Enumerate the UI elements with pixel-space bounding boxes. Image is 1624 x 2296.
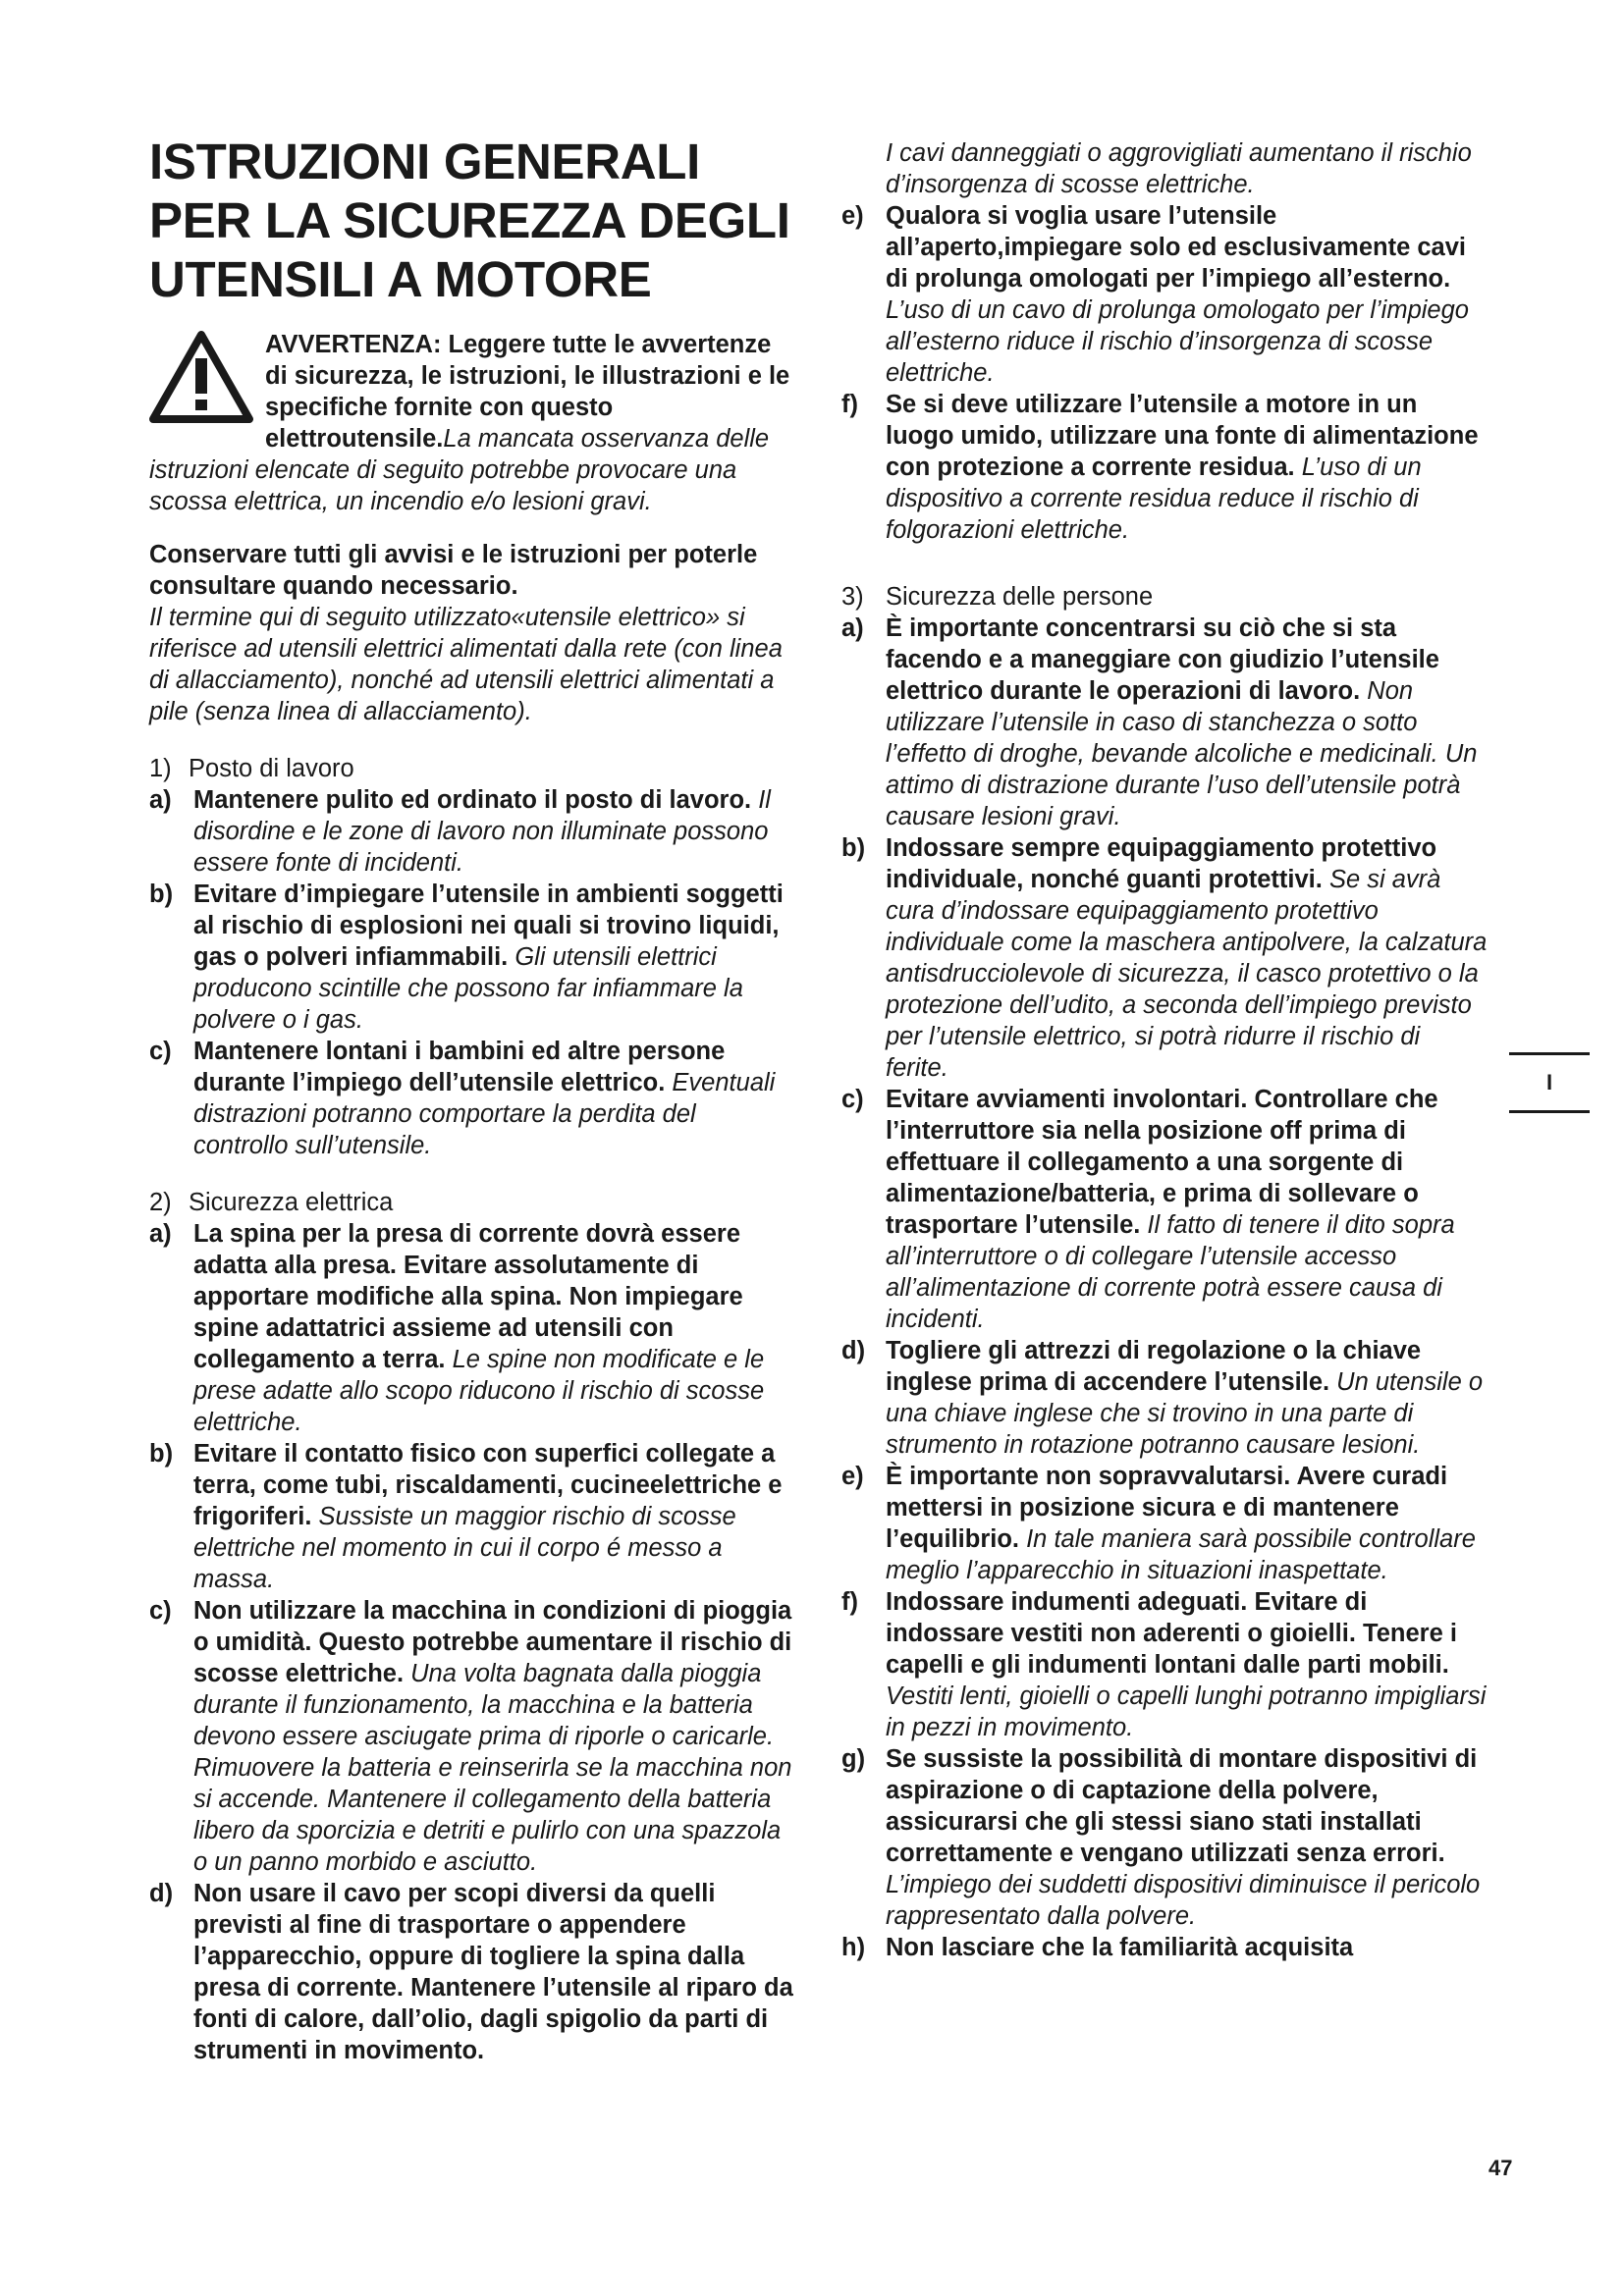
list-item <box>841 1743 1489 1932</box>
warning-bold-text: AVVERTENZA: Leggere tutte le avvertenze di sicurezza, le istruzioni, le illustrazioni e le specifiche fornite con questo elettroutensile. <box>265 331 790 453</box>
section-number: 1) <box>149 755 172 782</box>
item-letter: c) <box>841 1086 864 1113</box>
item-letter: c) <box>149 1597 172 1625</box>
list-item <box>149 1595 797 1878</box>
item-bold: Non lasciare che la familiarità acquisita <box>886 1934 1354 1961</box>
item-bold: Non utilizzare la macchina in condizioni di pioggia o umidità. Questo potrebbe aumentare il rischio di scosse elettriche. <box>193 1597 792 1687</box>
list-item <box>841 1335 1489 1461</box>
item-bold: Togliere gli attrezzi di regolazione o la chiave inglese prima di accendere l’utensile. <box>886 1337 1422 1396</box>
item-italic: L’impiego dei suddetti dispositivi diminuisce il pericolo rappresentato dalla polvere. <box>886 1871 1481 1930</box>
section-number: 3) <box>841 583 864 611</box>
keep-notice-bold: Conservare tutti gli avvisi e le istruzioni per poterle consultare quando necessario. <box>149 541 758 600</box>
item-bold: È importante non sopravvalutarsi. Avere curadi mettersi in posizione sicura e di mantenere l’equilibrio. <box>886 1463 1448 1553</box>
section-title: Sicurezza elettrica <box>189 1189 394 1216</box>
list-item <box>149 879 797 1036</box>
item-letter: b) <box>841 834 866 862</box>
list-item <box>841 832 1489 1084</box>
list-item <box>841 613 1489 832</box>
keep-notice <box>149 539 797 727</box>
item-bold: Evitare il contatto fisico con superfici collegate a terra, come tubi, riscaldamenti, cucineelettriche e frigoriferi. <box>193 1440 783 1530</box>
item-letter: g) <box>841 1745 866 1773</box>
item-letter: d) <box>841 1337 866 1364</box>
item-bold: La spina per la presa di corrente dovrà essere adatta alla presa. Evitare assolutamente di apportare modifiche alla spina. Non impiegare spine adattatrici assieme ad utensili con collegamento a terra. <box>193 1220 743 1373</box>
item-italic: Vestiti lenti, gioielli o capelli lunghi potranno impigliarsi in pezzi in movimento. <box>886 1682 1487 1741</box>
list-item <box>149 1036 797 1161</box>
item-italic: Il fatto di tenere il dito sopra all’interruttore o di collegare l’utensile accesso all’alimentazione di corrente potrà essere causa di incidenti. <box>886 1211 1455 1333</box>
keep-notice-italic: Il termine qui di seguito utilizzato«utensile elettrico» si riferisce ad utensili elettrici alimentati dalla rete (con linea di allacciamento), nonché ad utensili elettrici alimentati a pile (senza linea di allacciamento). <box>149 604 783 725</box>
page-number: 47 <box>1489 2156 1513 2180</box>
item-letter: a) <box>841 614 864 642</box>
item-bold: Qualora si voglia usare l’utensile all’aperto,impiegare solo ed esclusivamente cavi di prolunga omologati per l’impiego all’esterno. <box>886 202 1467 293</box>
item-letter: b) <box>149 881 174 908</box>
item-italic: Eventuali distrazioni potranno comportare la perdita del controllo sull’utensile. <box>193 1069 776 1159</box>
item-italic: Gli utensili elettrici producono scintille che possono far infiammare la polvere o i gas. <box>193 943 743 1034</box>
item-italic: Una volta bagnata dalla pioggia durante il funzionamento, la macchina e la batteria devono essere asciugate prima di riporle o caricarle. Rimuovere la batteria e reinserirla se la macchina non si accende. Mantenere il collegamento della batteria libero da sporcizia e detriti e pulirlo con una spazzola o un panno morbido e asciutto. <box>193 1660 792 1876</box>
list-item <box>841 1084 1489 1335</box>
item-bold: Non usare il cavo per scopi diversi da quelli previsti al fine di trasportare o appendere l’apparecchio, oppure di togliere la spina dalla presa di corrente. Mantenere l’utensile al riparo da fonti di calore, dall’olio, dagli spigolio da parti di strumenti in movimento. <box>193 1880 793 2064</box>
item-italic: L’uso di un cavo di prolunga omologato per l’impiego all’esterno riduce il rischio d’insorgenza di scosse elettriche. <box>886 296 1469 387</box>
item-letter: a) <box>149 1220 172 1248</box>
continuation-text: I cavi danneggiati o aggrovigliati aumentano il rischio d’insorgenza di scosse elettriche. <box>886 139 1472 198</box>
section-title: Posto di lavoro <box>189 755 354 782</box>
list-item <box>149 1438 797 1595</box>
item-bold: Indossare indumenti adeguati. Evitare di indossare vestiti non aderenti o gioielli. Tenere i capelli e gli indumenti lontani dalle parti mobili. <box>886 1588 1457 1679</box>
item-letter: a) <box>149 786 172 814</box>
item-italic: Se si avrà cura d’indossare equipaggiamento protettivo individuale come la maschera antipolvere, la calzatura antisdrucciolevole di sicurezza, il casco protettivo o la protezione dell’udito, a seconda dell’impiego previsto per l’utensile elettrico, si potrà ridurre il rischio di ferite. <box>886 866 1488 1082</box>
item-italic: Non utilizzare l’utensile in caso di stanchezza o sotto l’effetto di droghe, bevande alcoliche e medicinali. Un attimo di distrazione durante l’uso dell’utensile potrà causare lesioni gravi. <box>886 677 1478 830</box>
item-letter: e) <box>841 1463 864 1490</box>
item-italic: Sussiste un maggior rischio di scosse elettriche nel momento in cui il corpo é messo a massa. <box>193 1503 736 1593</box>
section-1 <box>149 753 797 784</box>
item-letter: d) <box>149 1880 174 1907</box>
item-bold: Mantenere lontani i bambini ed altre persone durante l’impiego dell’utensile elettrico. <box>193 1038 726 1096</box>
section-3 <box>841 581 1489 613</box>
list-item <box>841 1932 1489 1963</box>
item-bold: È importante concentrarsi su ciò che si sta facendo e a maneggiare con giudizio l’utensile elettrico durante le operazioni di lavoro. <box>886 614 1439 705</box>
list-item <box>149 1218 797 1438</box>
item-italic: L’uso di un dispositivo a corrente residua reduce il rischio di folgorazioni elettriche. <box>886 454 1422 544</box>
item-italic: In tale maniera sarà possibile controllare meglio l’apparecchio in situazioni inaspettate. <box>886 1525 1476 1584</box>
list-item <box>841 1461 1489 1586</box>
section-title: Sicurezza delle persone <box>886 583 1154 611</box>
list-item <box>841 1586 1489 1743</box>
item-letter: c) <box>149 1038 172 1065</box>
item-bold: Se si deve utilizzare l’utensile a motore in un luogo umido, utilizzare una fonte di alimentazione con protezione a corrente residua. <box>886 391 1479 481</box>
warning-italic-text: La mancata osservanza delle istruzioni elencate di seguito potrebbe provocare una scossa elettrica, un incendio e/o lesioni gravi. <box>149 425 770 515</box>
item-italic: Il disordine e le zone di lavoro non illuminate possono essere fonte di incidenti. <box>193 786 771 877</box>
item-italic: Un utensile o una chiave inglese che si trovino in una parte di strumento in rotazione potranno causare lesioni. <box>886 1368 1484 1459</box>
item-letter: e) <box>841 202 864 230</box>
section-2 <box>149 1187 797 1218</box>
item-letter: h) <box>841 1934 866 1961</box>
list-item <box>841 389 1489 546</box>
item-letter: b) <box>149 1440 174 1468</box>
language-tab: I <box>1509 1052 1590 1113</box>
item-bold: Evitare d’impiegare l’utensile in ambienti soggetti al rischio di esplosioni nei quali si trovino liquidi, gas o polveri infiammabili. <box>193 881 784 971</box>
list-item <box>841 200 1489 389</box>
item-italic: Le spine non modificate e le prese adatte allo scopo riducono il rischio di scosse elettriche. <box>193 1346 765 1436</box>
right-column <box>841 137 1489 1963</box>
item-bold: Evitare avviamenti involontari. Controllare che l’interruttore sia nella posizione off prima di effettuare il collegamento a una sorgente di alimentazione/batteria, e prima di sollevare o trasportare l’utensile. <box>886 1086 1438 1239</box>
item-bold: Mantenere pulito ed ordinato il posto di lavoro. <box>193 786 752 814</box>
list-item <box>149 1878 797 2066</box>
item-letter: f) <box>841 391 858 418</box>
item-letter: f) <box>841 1588 858 1616</box>
left-column <box>149 133 797 2066</box>
warning-block <box>149 329 797 517</box>
section-number: 2) <box>149 1189 172 1216</box>
list-item <box>149 784 797 879</box>
item-bold: Se sussiste la possibilità di montare dispositivi di aspirazione o di captazione della polvere, assicurarsi che gli stessi siano stati installati correttamente e vengano utilizzati senza errori. <box>886 1745 1478 1867</box>
page-title: ISTRUZIONI GENERALI PER LA SICUREZZA DEGLI UTENSILI A MOTORE <box>149 133 790 307</box>
item-bold: Indossare sempre equipaggiamento protettivo individuale, nonché guanti protettivi. <box>886 834 1437 893</box>
warning-triangle-icon <box>147 329 255 425</box>
